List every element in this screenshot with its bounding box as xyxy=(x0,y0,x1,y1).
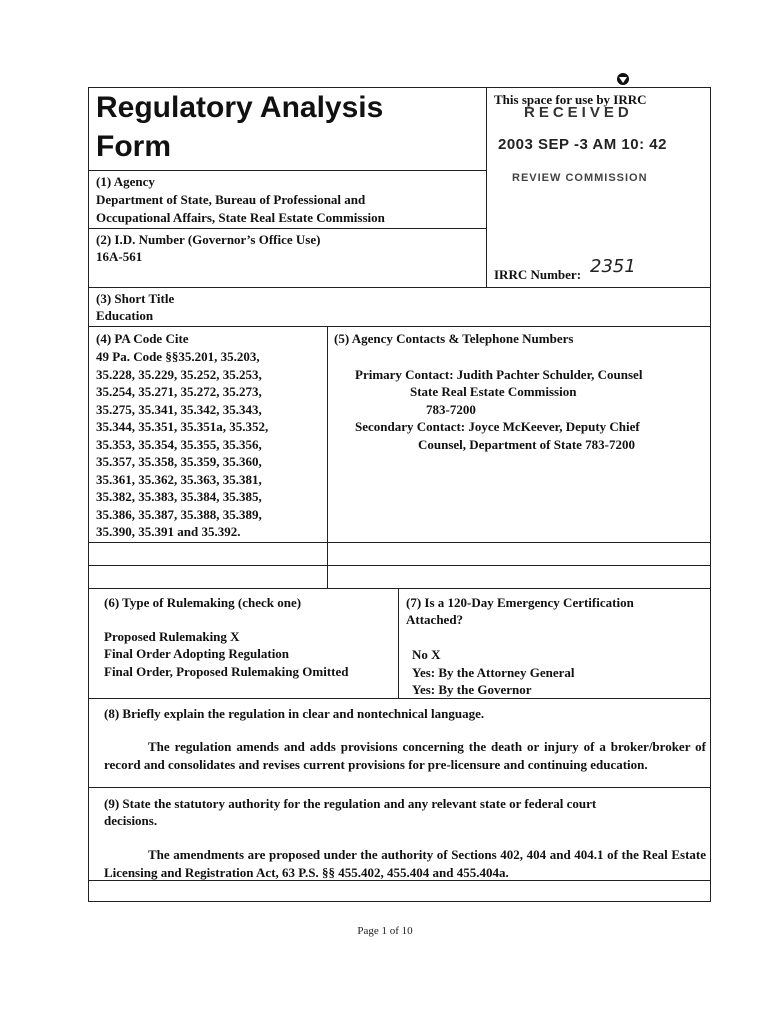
pa-code-line: 35.390, 35.391 and 35.392. xyxy=(96,524,241,539)
pa-code-line: 35.344, 35.351, 35.351a, 35.352, xyxy=(96,419,269,434)
rulemaking-emergency-divider xyxy=(398,588,399,699)
irrc-number-value: 2351 xyxy=(590,256,636,277)
explain-text: The regulation amends and adds provisions concerning the death or injury of a broker/broker of record and consolidates and revises current provisions for pre-licensure and continuing education. xyxy=(104,739,706,772)
page-number: Page 1 of 10 xyxy=(357,925,413,937)
irrc-review-commission-stamp: REVIEW COMMISSION xyxy=(512,172,648,184)
irrc-number-label: IRRC Number: xyxy=(494,267,582,282)
code-contacts-divider xyxy=(327,326,328,588)
primary-contact-line1: Primary Contact: Judith Pachter Schulder, Counsel xyxy=(355,367,643,382)
secondary-contact-line1: Secondary Contact: Joyce McKeever, Deputy Chief xyxy=(355,419,640,434)
authority-text: The amendments are proposed under the authority of Sections 402, 404 and 404.1 of the Real Estate Licensing and Registration Act, 63 P.S. §§ 455.402, 455.404 and 455.404a. xyxy=(104,847,706,880)
rule-above-rulemaking xyxy=(88,588,711,589)
agency-line1: Department of State, Bureau of Professional and xyxy=(96,192,366,207)
secondary-contact-line2: Counsel, Department of State 783-7200 xyxy=(418,437,636,452)
rule-under-header xyxy=(88,287,711,288)
primary-contact-line2: State Real Estate Commission xyxy=(410,384,577,399)
pa-code-line: 35.254, 35.271, 35.272, 35.273, xyxy=(96,384,262,399)
irrc-space-label: This space for use by IRRC xyxy=(494,92,647,107)
authority-label-line1: (9) State the statutory authority for the regulation and any relevant state or federal court xyxy=(104,796,597,811)
rule-under-title xyxy=(88,170,487,171)
emergency-option-no: No X xyxy=(412,647,441,662)
emergency-label-line2: Attached? xyxy=(406,612,464,627)
emergency-option-attorney-general: Yes: By the Attorney General xyxy=(412,665,575,680)
contacts-label: (5) Agency Contacts & Telephone Numbers xyxy=(334,331,574,346)
pa-code-list xyxy=(96,348,268,541)
id-number-label: (2) I.D. Number (Governor’s Office Use) xyxy=(96,232,321,247)
emergency-option-governor: Yes: By the Governor xyxy=(412,682,532,697)
rule-under-explain xyxy=(88,787,711,788)
emergency-label-line1: (7) Is a 120-Day Emergency Certification xyxy=(406,595,634,610)
explain-label: (8) Briefly explain the regulation in clear and nontechnical language. xyxy=(104,706,485,721)
pa-code-line: 35.361, 35.362, 35.363, 35.381, xyxy=(96,471,262,487)
authority-label-line2: decisions. xyxy=(104,813,158,828)
short-title-value: Education xyxy=(96,308,154,323)
rule-bottom xyxy=(88,901,711,902)
rule-under-short-title xyxy=(88,326,711,327)
irrc-received-stamp: RECEIVED xyxy=(524,104,633,121)
pa-code-line: 35.228, 35.229, 35.252, 35.253, xyxy=(96,366,262,382)
rule-under-agency xyxy=(88,228,487,229)
pa-code-line: 49 Pa. Code §§35.201, 35.203, xyxy=(96,349,260,364)
rule-under-rulemaking xyxy=(88,698,711,699)
frame-left-border xyxy=(88,87,89,902)
agency-line2: Occupational Affairs, State Real Estate Commission xyxy=(96,210,385,225)
rulemaking-option-omitted: Final Order, Proposed Rulemaking Omitted xyxy=(104,664,349,679)
irrc-mark-icon xyxy=(616,72,630,90)
rulemaking-option-final: Final Order Adopting Regulation xyxy=(104,646,290,661)
agency-label: (1) Agency xyxy=(96,174,155,189)
primary-contact-phone: 783-7200 xyxy=(426,402,476,417)
frame-right-border xyxy=(710,87,711,902)
pa-code-line: 35.353, 35.354, 35.355, 35.356, xyxy=(96,436,262,452)
rulemaking-label: (6) Type of Rulemaking (check one) xyxy=(104,595,302,610)
form-title-line1: Regulatory Analysis xyxy=(96,91,384,124)
rule-under-code-cite xyxy=(88,542,711,543)
pa-code-line: 35.275, 35.341, 35.342, 35.343, xyxy=(96,401,262,417)
form-title-line2: Form xyxy=(96,130,171,163)
pa-code-line: 35.382, 35.383, 35.384, 35.385, xyxy=(96,489,262,504)
pa-code-label: (4) PA Code Cite xyxy=(96,331,189,346)
rulemaking-option-proposed: Proposed Rulemaking X xyxy=(104,629,240,644)
rule-blank-row xyxy=(88,565,711,566)
pa-code-line: 35.386, 35.387, 35.388, 35.389, xyxy=(96,506,262,522)
pa-code-line: 35.357, 35.358, 35.359, 35.360, xyxy=(96,454,262,469)
short-title-label: (3) Short Title xyxy=(96,291,175,306)
id-number-value: 16A-561 xyxy=(96,249,143,264)
irrc-date-stamp: 2003 SEP -3 AM 10: 42 xyxy=(498,136,667,153)
irrc-box-divider xyxy=(486,87,487,287)
